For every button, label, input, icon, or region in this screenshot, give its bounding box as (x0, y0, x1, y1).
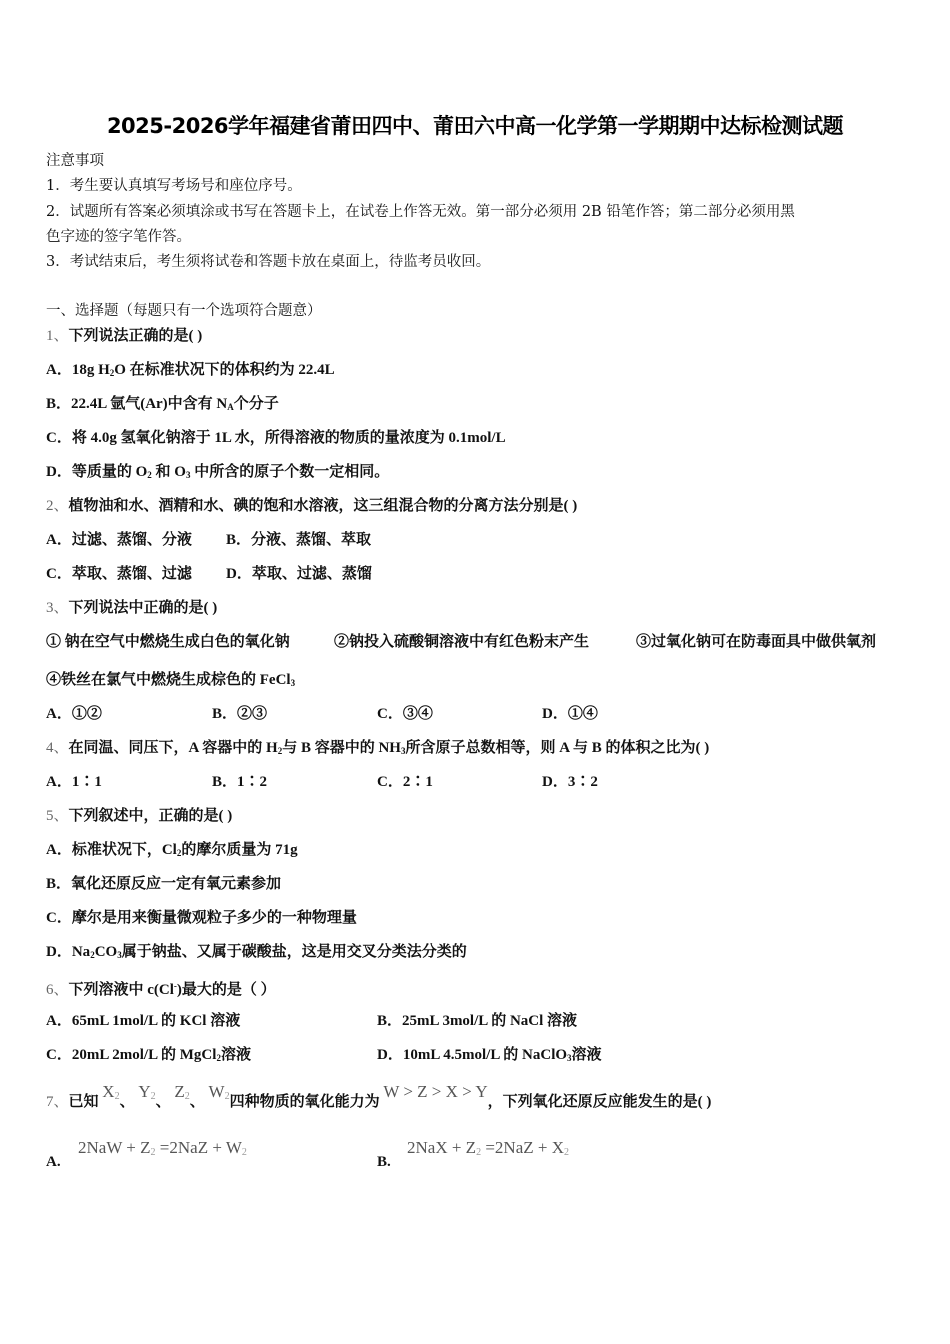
section-heading: 一、选择题（每题只有一个选项符合题意） (46, 303, 322, 319)
q6-option-b: B．25mL 3mol/L 的 NaCl 溶液 (377, 1013, 578, 1029)
q4-option-a: A．1∶1 (46, 774, 102, 790)
q1-option-c: C．将 4.0g 氢氧化钠溶于 1L 水，所得溶液的物质的量浓度为 0.1mol/L (46, 430, 506, 446)
question-7-stem: 7、已知 $X_2$、 $Y_2$、 $Z_2$、 $W_2$四种物质的氧化能力为 W > Z > X > Y，下列氧化还原反应能发生的是( ) (46, 1082, 712, 1110)
q6-option-d: D．10mL 4.5mol/L 的 NaClO$_3$溶液 (377, 1047, 602, 1063)
q4-option-d: D．3∶2 (542, 774, 598, 790)
q2-option-d: D．萃取、过滤、蒸馏 (226, 566, 372, 582)
q7-option-b-equation: $2NaX + Z_2 =2NaZ + X_2$ (407, 1138, 569, 1158)
q6-option-a: A．65mL 1mol/L 的 KCl 溶液 (46, 1013, 241, 1029)
species-y: $Y_2$ (138, 1082, 156, 1102)
q3-statement-1: ① 钠在空气中燃烧生成白色的氧化钠 (46, 634, 290, 650)
q3-option-d: D．①④ (542, 706, 598, 722)
q1-option-d: D．等质量的 $O_2$ 和 $O_3$ 中所含的原子个数一定相同。 (46, 464, 390, 480)
q7-option-a-label: A. (46, 1154, 61, 1170)
notice-item-1: 1．考生要认真填写考场号和座位序号。 (46, 178, 302, 194)
q3-statement-2: ②钠投入硫酸铜溶液中有红色粉末产生 (334, 634, 590, 650)
q4-option-b: B．1∶2 (212, 774, 268, 790)
q6-option-c: C．20mL 2mol/L 的 MgCl$_2$溶液 (46, 1047, 251, 1063)
exam-title: 2025-2026学年福建省莆田四中、莆田六中高一化学第一学期期中达标检测试题 (106, 114, 844, 138)
notice-item-3: 3．考试结束后，考生须将试卷和答题卡放在桌面上，待监考员收回。 (46, 254, 491, 270)
q5-option-d: D．$Na_2CO_3$属于钠盐、又属于碳酸盐，这是用交叉分类法分类的 (46, 944, 467, 960)
notice-heading: 注意事项 (46, 153, 104, 169)
species-z: $Z_2$ (174, 1082, 190, 1102)
q2-option-a: A．过滤、蒸馏、分液 (46, 532, 192, 548)
q3-statement-3: ③过氧化钠可在防毒面具中做供氧剂 (636, 634, 877, 650)
oxidizing-order: W > Z > X > Y (383, 1082, 488, 1101)
species-x: $X_2$ (102, 1082, 120, 1102)
q3-option-b: B．②③ (212, 706, 268, 722)
q2-option-c: C．萃取、蒸馏、过滤 (46, 566, 192, 582)
question-4-stem: 4、在同温、同压下，A 容器中的 $H_2$与 B 容器中的 $NH_3$所含原子总数相等，则 A 与 B 的体积之比为( ) (46, 740, 710, 756)
question-5-stem: 5、下列叙述中，正确的是( ) (46, 808, 233, 824)
q1-option-b: B．22.4L 氩气(Ar)中含有 $N_A$个分子 (46, 396, 279, 412)
q7-option-b-label: B. (377, 1154, 391, 1170)
species-w: $W_2$ (208, 1082, 230, 1102)
q3-option-a: A．①② (46, 706, 102, 722)
q3-option-c: C．③④ (377, 706, 433, 722)
notice-item-2-cont: 色字迹的签字笔作答。 (46, 229, 191, 245)
question-1-stem: 1、下列说法正确的是( ) (46, 328, 203, 344)
question-3-stem: 3、下列说法中正确的是( ) (46, 600, 218, 616)
question-6-stem: 6、下列溶液中 c(Cl-)最大的是（ ） (46, 981, 276, 998)
q5-option-c: C．摩尔是用来衡量微观粒子多少的一种物理量 (46, 910, 357, 926)
q1-option-a: A．18g $H_2O$ 在标准状况下的体积约为 22.4L (46, 362, 335, 378)
q5-option-b: B．氧化还原反应一定有氧元素参加 (46, 876, 282, 892)
q4-option-c: C．2∶1 (377, 774, 433, 790)
question-2-stem: 2、植物油和水、酒精和水、碘的饱和水溶液，这三组混合物的分离方法分别是( ) (46, 498, 578, 514)
notice-item-2: 2．试题所有答案必须填涂或书写在答题卡上，在试卷上作答无效。第一部分必须用 2B 铅笔作答；第二部分必须用黑 (46, 204, 795, 220)
question-number: 1、 (46, 328, 69, 344)
q7-option-a-equation: $2NaW + Z_2 =2NaZ + W_2$ (78, 1138, 247, 1158)
q5-option-a: A．标准状况下，$Cl_2$的摩尔质量为 71g (46, 842, 298, 858)
q2-option-b: B．分液、蒸馏、萃取 (226, 532, 372, 548)
q3-statement-4: ④铁丝在氯气中燃烧生成棕色的 FeCl$_3$ (46, 672, 296, 688)
